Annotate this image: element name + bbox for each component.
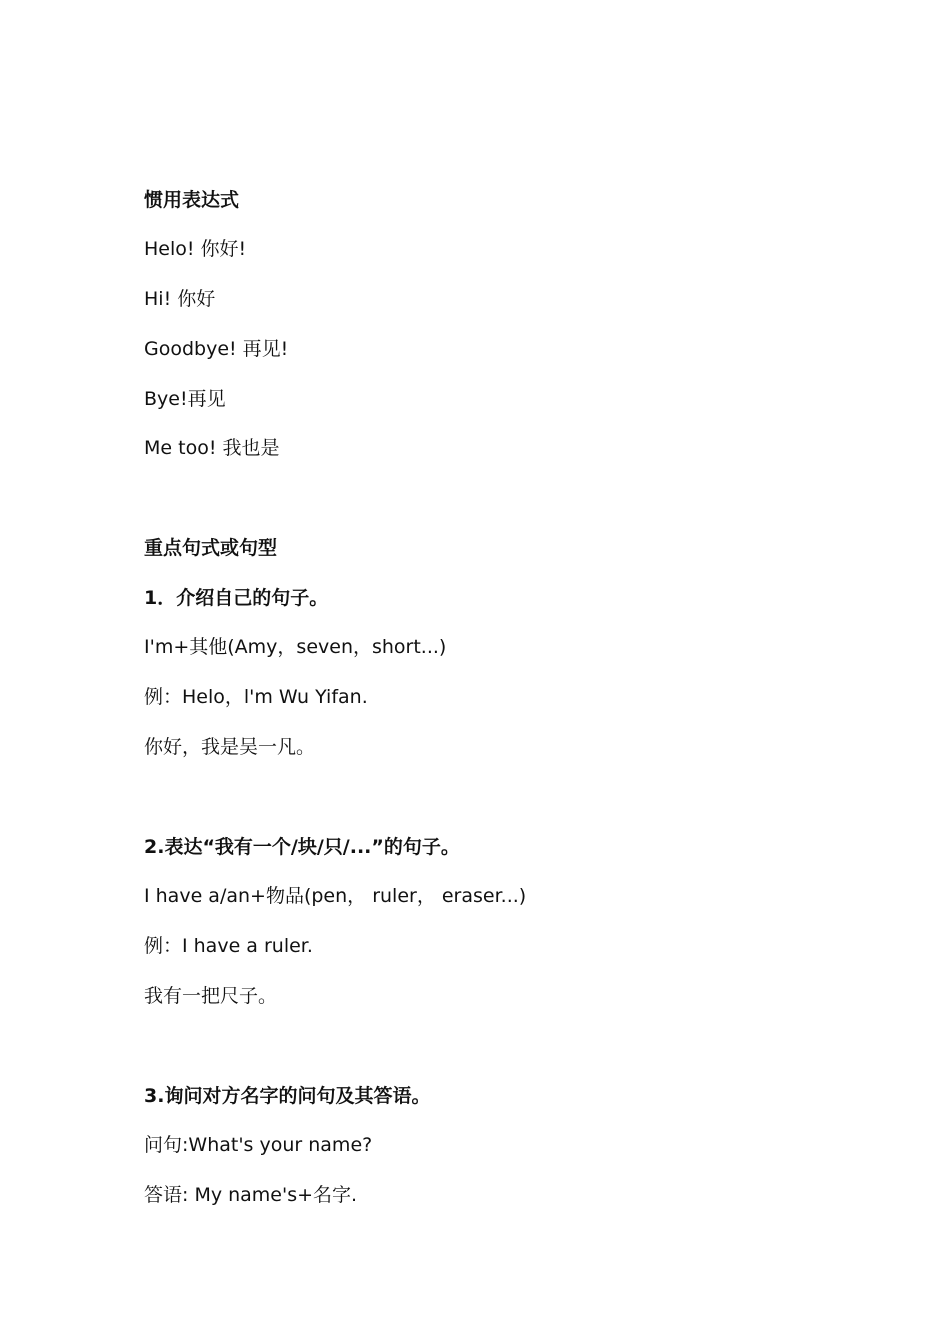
expression-line: Hi! 你好 xyxy=(144,288,216,310)
point-heading: 3.询问对方名字的问句及其答语。 xyxy=(144,1085,431,1107)
section-title-key-sentences: 重点句式或句型 xyxy=(144,537,278,559)
point-heading: 1．介绍自己的句子。 xyxy=(144,587,329,609)
expression-line: Helo! 你好! xyxy=(144,238,247,260)
expression-line: Bye!再见 xyxy=(144,388,226,410)
expression-line: Me too! 我也是 xyxy=(144,437,280,459)
point-question: 问句:What's your name? xyxy=(144,1134,373,1156)
point-answer: 答语: My name's+名字. xyxy=(144,1184,358,1206)
point-example: 例：I have a ruler. xyxy=(144,935,313,957)
expression-line: Goodbye! 再见! xyxy=(144,338,289,360)
point-pattern: I have a/an+物品(pen， ruler， eraser...) xyxy=(144,885,527,907)
point-pattern: I'm+其他(Amy，seven，short...) xyxy=(144,636,447,658)
point-example: 例：Helo，l'm Wu Yifan. xyxy=(144,686,368,708)
point-translation: 我有一把尺子。 xyxy=(144,985,278,1007)
section-title-expressions: 惯用表达式 xyxy=(144,189,240,211)
point-heading: 2.表达“我有一个/块/只/...”的句子。 xyxy=(144,836,460,858)
point-translation: 你好，我是吴一凡。 xyxy=(144,736,316,758)
